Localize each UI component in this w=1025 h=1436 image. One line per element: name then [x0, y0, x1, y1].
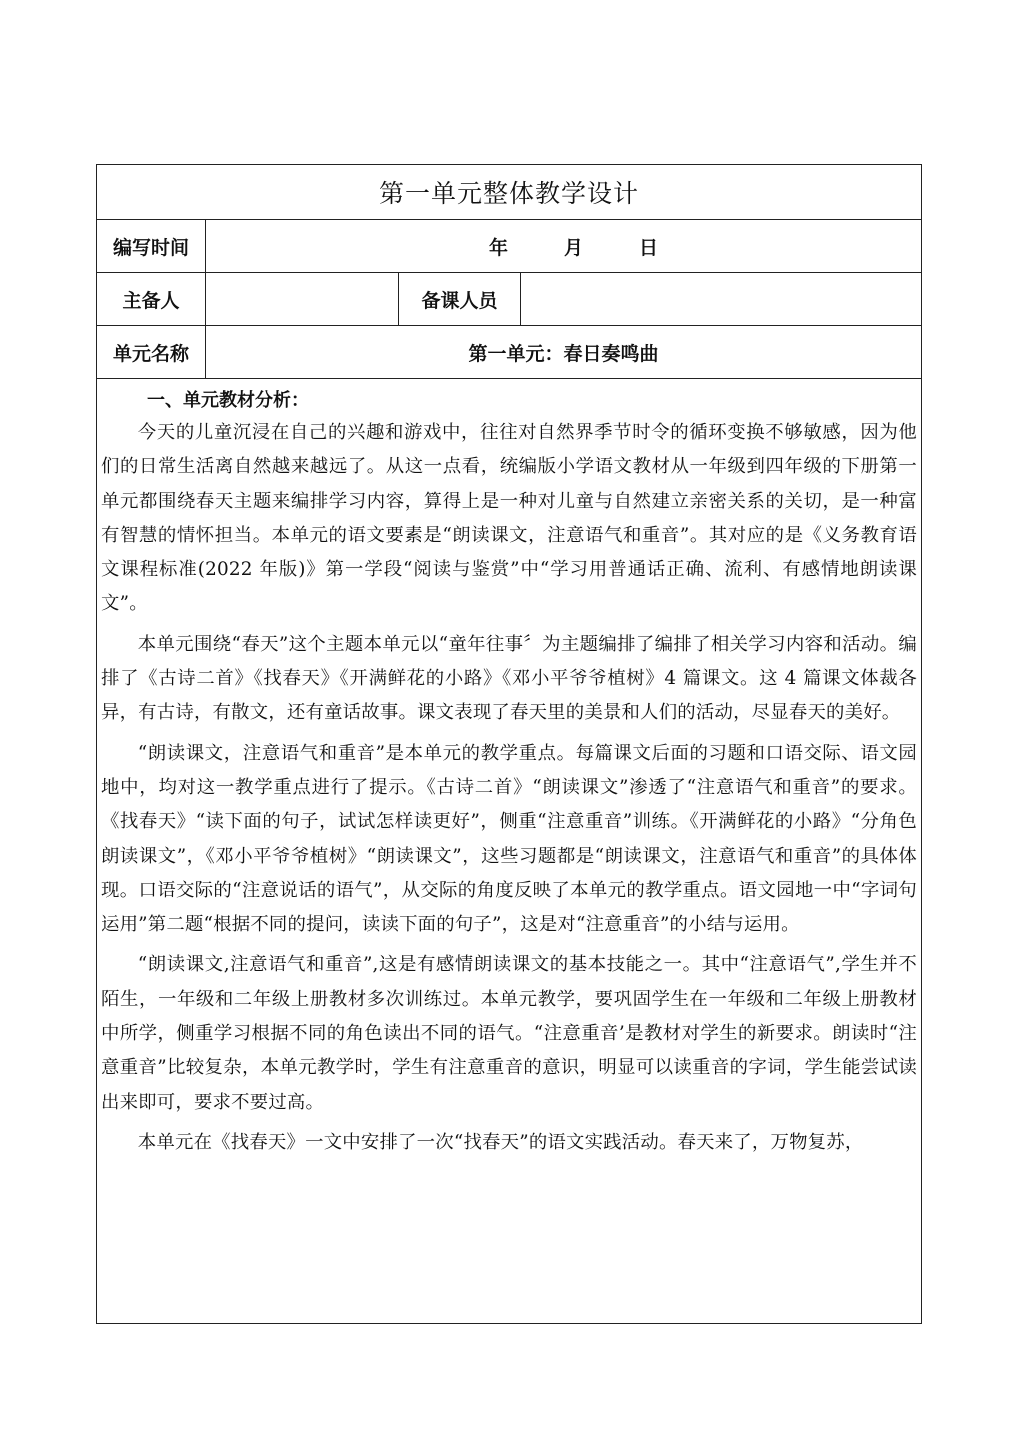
section-heading: 一、单元教材分析： — [147, 390, 309, 411]
date-day: 日 — [639, 236, 659, 259]
lesson-plan-table — [96, 164, 922, 1324]
paragraph: 本单元在《找春天》一文中安排了一次“找春天”的语文实践活动。春天来了，万物复苏， — [137, 1131, 864, 1153]
lead-preparer-label: 主备人 — [97, 273, 206, 325]
paragraph: 本单元围绕“春天”这个主题本单元以“童年往事〞为主题编排了编排了相关学习内容和活动。编排了《古诗二首》《找春天》《开满鲜花的小路》《邓小平爷爷植树》4 篇课文。这 4 篇课文体裁各异，有古诗，有散文，还有童话故事。课文表现了春天里的美景和人们的活动，尽显春天的美好。 — [101, 633, 917, 724]
paragraph: 今天的儿童沉浸在自己的兴趣和游戏中，往往对自然界季节时令的循环变换不够敏感，因为他们的日常生活离自然越来越远了。从这一点看，统编版小学语文教材从一年级到四年级的下册第一单元都围绕春天主题来编排学习内容，算得上是一种对儿童与自然建立亲密关系的关切，是一种富有智慧的情怀担当。本单元的语文要素是“朗读课文，注意语气和重音”。其对应的是《义务教育语文课程标准(2022 年版)》第一学段“阅读与鉴赏”中“学习用普通话正确、流利、有感情地朗读课文”。 — [101, 422, 917, 615]
document-title: 第一单元整体教学设计 — [378, 179, 639, 208]
preparer-row — [97, 273, 921, 326]
lead-preparer-value — [206, 273, 399, 325]
paragraph: “朗读课文，注意语气和重音”是本单元的教学重点。每篇课文后面的习题和口语交际、语文园地中，均对这一教学重点进行了提示。《古诗二首》“朗读课文”渗透了“注意语气和重音”的要求。《找春天》“读下面的句子，试试怎样读更好”，侧重“注意重音”训练。《开满鲜花的小路》“分角色朗读课文”，《邓小平爷爷植树》“朗读课文”，这些习题都是“朗读课文，注意语气和重音”的具体体现。口语交际的“注意说话的语气”，从交际的角度反映了本单元的教学重点。语文园地一中“字词句运用”第二题“根据不同的提问，读读下面的句子”，这是对“注意重音”的小结与运用。 — [101, 742, 917, 936]
analysis-section — [97, 379, 921, 1323]
date-year: 年 — [488, 236, 508, 259]
writing-time-value — [206, 220, 921, 272]
team-members-label: 备课人员 — [399, 273, 521, 325]
team-members-value — [521, 273, 921, 325]
unit-name-value: 第一单元：春日奏鸣曲 — [468, 342, 659, 365]
paragraph: “朗读课文,注意语气和重音”,这是有感情朗读课文的基本技能之一。其中“注意语气”,学生并不陌生，一年级和二年级上册教材多次训练过。本单元教学，要巩固学生在一年级和二年级上册教材中所学，侧重学习根据不同的角色读出不同的语气。“注意重音’是教材对学生的新要求。朗读时“注意重音”比较复杂，本单元教学时，学生有注意重音的意识，明显可以读重音的字词，学生能尝试读出来即可，要求不要过高。 — [101, 954, 917, 1113]
writing-time-label: 编写时间 — [97, 220, 206, 272]
title-row — [97, 165, 921, 220]
date-month: 月 — [563, 236, 583, 259]
unit-name-row — [97, 326, 921, 379]
writing-time-row — [97, 220, 921, 273]
unit-name-label: 单元名称 — [97, 326, 206, 378]
